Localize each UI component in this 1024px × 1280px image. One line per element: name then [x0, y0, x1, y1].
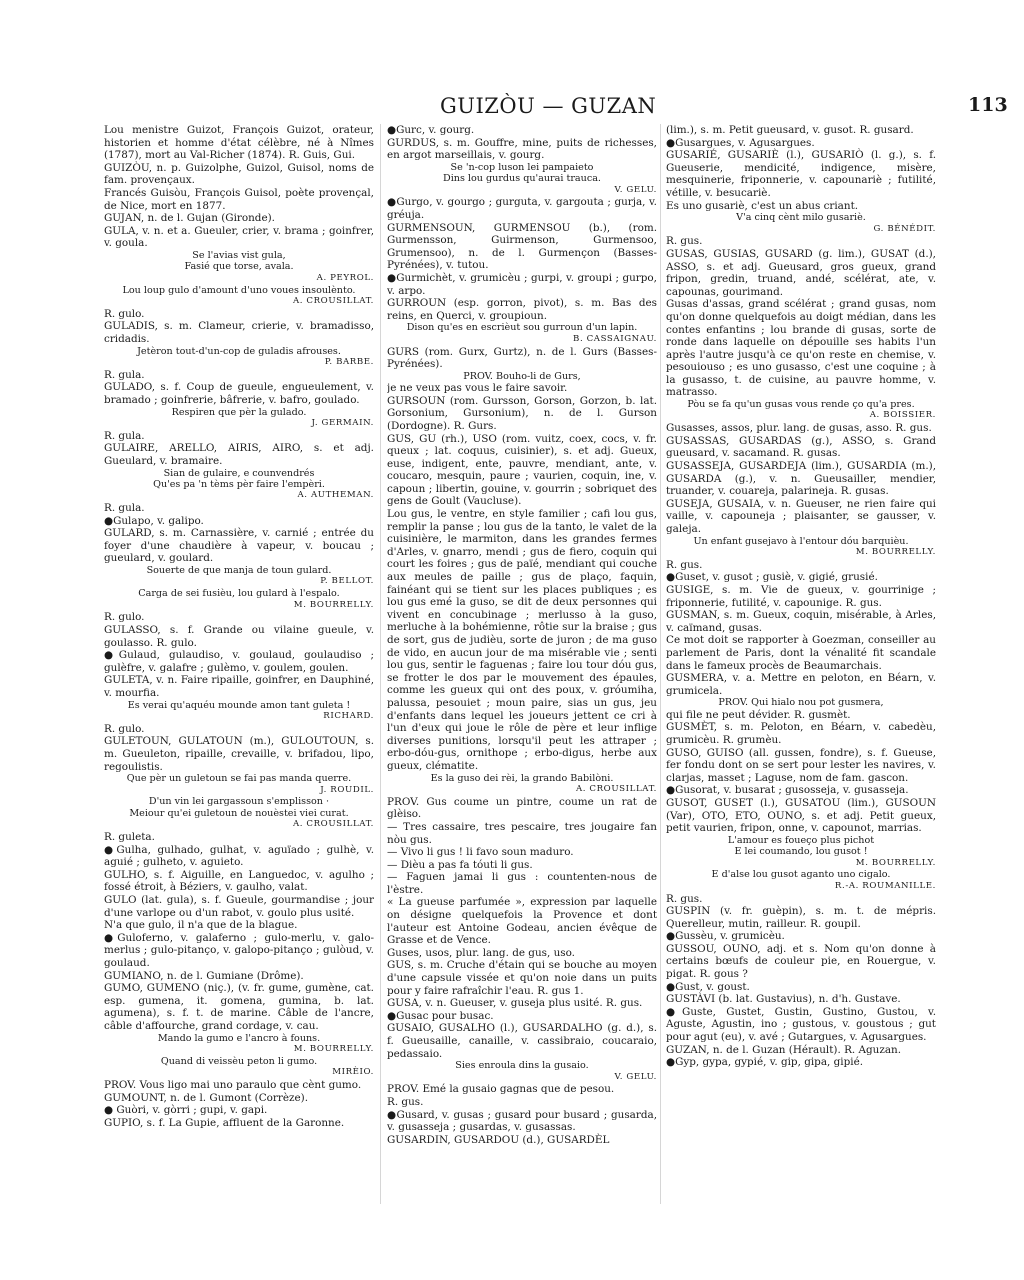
dictionary-entry: ●Gurmichèt, v. grumicèu ; gurpi, v. groupi ; gurpo, v. arpo. — [387, 271, 657, 297]
citation-author: V. GELU. — [614, 1071, 657, 1082]
dictionary-entry: R. gulo. — [104, 611, 145, 624]
citation-author: M. BOURRELLY. — [855, 857, 936, 868]
dictionary-entry: GULADO, s. f. Coup de gueule, engueulement, v. bramado ; goinfrerie, bâfrerie, v. bafro, goulado. — [104, 381, 374, 406]
citation-verse: E lei coumando, lou gusot ! — [734, 846, 868, 858]
dictionary-entry: ●Gulaud, gulaudiso, v. goulaud, goulaudiso ; gulèfre, v. galafre ; gulèmo, v. goulem, goulen. — [104, 649, 374, 674]
dictionary-entry: GUMOUNT, n. de l. Gumont (Corrèze). — [104, 1091, 308, 1104]
dictionary-entry: GULHO, s. f. Aiguille, en Languedoc, v. agulho ; fossé étroit, à Béziers, v. gaulho, valat. — [104, 868, 374, 894]
dictionary-entry: — Vivo li gus ! li favo soun maduro. — [387, 846, 574, 859]
dictionary-entry: — Faguen jamai li gus : countenten-nous de l'èstre. — [387, 871, 657, 896]
column-2 — [387, 124, 657, 1204]
citation-verse: L'amour es foueço plus pichot — [727, 834, 875, 846]
dictionary-entry: GUSMÈT, s. m. Peloton, en Béarn, v. cabedèu, grumicèu. R. grumèu. — [666, 721, 936, 746]
dictionary-entry: qui file ne peut dévider. R. gusmèt. — [666, 708, 851, 721]
column-divider — [380, 124, 381, 1204]
dictionary-entry: GULAIRE, ARELLO, AIRIS, AIRO, s. et adj. Gueulard, v. bramaire. — [104, 442, 374, 467]
dictionary-entry: Lou menistre Guizot, François Guizot, orateur, historien et homme d'état célèbre, né à Nîmes (1787), mort au Val-Richer (1874). R. Guis, Gui. — [104, 124, 374, 162]
dictionary-entry: R. gula. — [104, 429, 145, 442]
dictionary-entry: R. gus. — [666, 235, 703, 248]
dictionary-entry: GULETA, v. n. Faire ripaille, goinfrer, en Dauphiné, v. mourfia. — [104, 674, 374, 700]
dictionary-entry: GUSMERA, v. a. Mettre en peloton, en Béarn, v. grumicela. — [666, 672, 936, 697]
dictionary-entry: GUIZÒU, n. p. Guizolphe, Guizol, Guisol, noms de fam. provençaux. — [104, 161, 374, 187]
dictionary-entry: GUPIO, s. f. La Gupie, affluent de la Garonne. — [104, 1116, 345, 1129]
running-title: GUIZÒU — GUZAN — [440, 94, 657, 118]
citation-author: V. GELU. — [614, 184, 657, 195]
citation-verse: Sies enroula dins la gusaio. — [455, 1060, 589, 1072]
dictionary-entry: (lim.), s. m. Petit gueusard, v. gusot. R. gusard. — [666, 124, 914, 136]
dictionary-entry: ●Guste, Gustet, Gustin, Gustino, Gustou, v. Aguste, Agustin, ino ; gustous, v. goustous ; gut pour agut (eu), v. avé ; Gutargues, v. Agusargues. — [666, 1005, 936, 1044]
dictionary-entry: R. gus. — [666, 558, 703, 571]
dictionary-entry: GUZAN, n. de l. Guzan (Hérault). R. Aguzan. — [666, 1043, 902, 1056]
dictionary-entry: R. gus. — [666, 892, 703, 905]
dictionary-entry: GUSARIÉ, GUSARIÈ (l.), GUSARIÒ (l. g.), s. f. Gueuserie, mendicité, indigence, misère, mesquinerie, friponnerie, v. capounariè ; futilité, vétille, v. besucariè. — [666, 149, 936, 199]
dictionary-entry: ●Gyp, gypa, gypié, v. gip, gipa, gipié. — [666, 1056, 864, 1069]
citation-verse: D'un vin lei gargassoun s'emplisson · — [148, 796, 330, 808]
dictionary-entry: Gusasses, assos, plur. lang. de gusas, asso. R. gus. — [666, 422, 932, 435]
dictionary-entry: GUSOT, GUSET (l.), GUSATOU (lim.), GUSOUN (Var), OTO, ETO, OUNO, s. et adj. Petit gueux, petit vaurien, fripon, onne, v. capounot, marrias. — [666, 796, 936, 835]
dictionary-entry: GURMENSOUN, GURMENSOU (b.), (rom. Gurmensson, Guirmenson, Gurmensoo, Grumensoo), n. de l. Gurmençon (Basses-Pyrénées), v. tutou. — [387, 221, 657, 272]
citation-verse: Dison qu'es en escrièut sou gurroun d'un lapin. — [406, 322, 638, 334]
citation-verse: V'a cinq cènt milo gusariè. — [736, 212, 866, 224]
dictionary-entry: ●Gusargues, v. Agusargues. — [666, 136, 815, 149]
citation-verse: E d'alse lou gusot aganto uno cigalo. — [711, 869, 891, 881]
dictionary-entry: GUMO, GUMENO (niç.), (v. fr. gume, gumène, cat. esp. gumena, it. gomena, gumina, b. lat. agumena), s. f. t. de marine. Câble de l'ancre, câble d'affourche, grand cordage, v. cau. — [104, 982, 374, 1032]
citation-verse: Souerte de que manja de toun gulard. — [146, 565, 332, 577]
dictionary-entry: R. guleta. — [104, 831, 155, 844]
dictionary-entry: GUSIGE, s. m. Vie de gueux, v. gourrinige ; friponnerie, futilité, v. capounige. R. gus. — [666, 584, 936, 609]
dictionary-entry: GUSMAN, s. m. Gueux, coquin, misérable, à Arles, v. caïmand, gusas. — [666, 609, 936, 634]
citation-author: P. BELLOT. — [320, 576, 374, 587]
citation-author: A. BOISSIER. — [869, 410, 936, 421]
citation-verse: Sian de gulaire, e counvendrés — [163, 467, 315, 479]
dictionary-entry: GUSTÀVI (b. lat. Gustavius), n. d'h. Gustave. — [666, 993, 901, 1006]
dictionary-entry: Lou gus, le ventre, en style familier ; cafi lou gus, remplir la panse ; lou gus de la tanto, le valet de la cuisinière, le marmiton, dans les grandes fermes d'Arles, v. gnarro, mendi ; gus de fiero, coquin qui court les foires ; gus de païé, mendiant qui couche aux meules de paille ; gus de plaço, faquin, fainéant qui se tient sur les places publiques ; es lou gus emé la guso, se dit de deux personnes qui vivent en concubinage ; merlusso à la guso, merluche à la bohémienne, rôtie sur la braise ; gus de sort, gus de judièu, sorte de juron ; de ma guso de vido, en aucun jour de ma misérable vie ; senti lou gus, sentir le faguenas ; faire lou tour dóu gus, se frotter le dos par le mouvement des épaules, comme les gueux qui ont des poux, v. gróumiha, palussa, pesouiet ; moun paire, sias un gus, jeu d'enfants dans lequel les joueurs jettent ce cri à l'un d'eux qui joue le rôle de père et leur inflige diverses punitions, lorsqu'il peut les attraper ; erbo-dóu-gus, ornithope ; erbo-digus, herbe aux gueux, clématite. — [387, 508, 657, 772]
dictionary-entry: GUSASSAS, GUSARDAS (g.), ASSO, s. Grand gueusard, v. sacamand. R. gusas. — [666, 434, 936, 460]
column-divider — [660, 124, 661, 1204]
dictionary-entry: GURS (rom. Gurx, Gurtz), n. de l. Gurs (Basses-Pyrénées). — [387, 345, 657, 371]
citation-verse: Se 'n-cop luson lei pampaieto — [450, 161, 594, 173]
dictionary-entry: R. gula. — [104, 368, 145, 381]
dictionary-entry: GULO (lat. gula), s. f. Gueule, gourmandise ; jour d'une varlope ou d'un rabot, v. goulo plus usité. — [104, 894, 374, 919]
dictionary-entry: ●Gussèu, v. grumicèu. — [666, 930, 785, 943]
dictionary-entry: R. gus. — [387, 1096, 424, 1108]
dictionary-entry: N'a que gulo, il n'a que de la blague. — [104, 919, 298, 932]
citation-author: A. PEYROL. — [316, 272, 374, 283]
dictionary-entry: « La gueuse parfumée », expression par laquelle on désigne quelquefois la Provence et dont l'auteur est Antoine Godeau, ancien évêque de Grasse et de Vence. — [387, 896, 657, 947]
citation-author: G. BÉNÉDIT. — [873, 223, 936, 234]
citation-author: A. AUTHEMAN. — [297, 490, 374, 501]
dictionary-entry: ●Gusard, v. gusas ; gusard pour busard ; gusarda, v. gusasseja ; gusardas, v. gusassas. — [387, 1108, 657, 1134]
dictionary-entry: GUS, s. m. Cruche d'étain qui se bouche au moyen d'une capsule vissée et qu'on noie dans un puits pour y faire rafraîchir l'eau. R. gus 1. — [387, 959, 657, 997]
citation-verse: PROV. Qui hialo nou pot gusmera, — [718, 697, 884, 709]
citation-verse: Carga de sei fusièu, lou gulard à l'espalo. — [138, 588, 340, 600]
dictionary-entry: ●Gurgo, v. gourgo ; gurguta, v. gargouta ; gurja, v. gréuja. — [387, 196, 657, 221]
citation-author: A. CROUSILLAT. — [575, 783, 657, 794]
column-3 — [666, 124, 936, 1194]
citation-author: R.-A. ROUMANILLE. — [834, 880, 936, 891]
dictionary-entry: GULARD, s. m. Carnassière, v. carnié ; entrée du foyer d'une chaudière à vapeur, v. boucau ; gueulard, v. goulard. — [104, 527, 374, 565]
dictionary-entry: ●Gurc, v. gourg. — [387, 124, 475, 136]
dictionary-entry: ●Gulha, gulhado, gulhat, v. aguïado ; gulhè, v. aguié ; gulheto, v. aguieto. — [104, 843, 374, 869]
dictionary-entry: PROV. Vous ligo mai uno paraulo que cènt gumo. — [104, 1078, 362, 1091]
citation-verse: Dins lou gurdus qu'aurai trauca. — [443, 173, 601, 185]
dictionary-entry: je ne veux pas vous le faire savoir. — [387, 382, 568, 395]
dictionary-entry: R. gulo. — [104, 307, 145, 320]
dictionary-entry: ●Gust, v. goust. — [666, 980, 750, 993]
citation-verse: Meiour qu'ei guletoun de nouèstei viei curat. — [129, 807, 349, 819]
dictionary-entry: Es uno gusariè, c'est un abus criant. — [666, 199, 859, 212]
dictionary-entry: GUSASSEJA, GUSARDEJA (lim.), GUSARDIA (m.), GUSARDA (g.), v. n. Gueusailler, mendier, truander, v. couareja, palarineja. R. gusas. — [666, 460, 936, 498]
dictionary-entry: GURSOUN (rom. Gursson, Gorson, Gorzon, b. lat. Gorsonium, Gursonium), n. de l. Gurson (Dordogne). R. Gurs. — [387, 394, 657, 432]
dictionary-entry: GUSARDIN, GUSARDOU (d.), GUSARDÈL — [387, 1133, 610, 1146]
citation-author: M. BOURRELLY. — [293, 1043, 374, 1054]
citation-author: B. CASSAIGNAU. — [573, 333, 657, 344]
page-number: 113 — [968, 94, 1008, 116]
citation-verse: Es la guso dei rèi, la grando Babilòni. — [430, 772, 614, 784]
dictionary-entry: GURDUS, s. m. Gouffre, mine, puits de richesses, en argot marseillais, v. gourg. — [387, 136, 657, 162]
dictionary-entry: GURROUN (esp. gorron, pivot), s. m. Bas des reins, en Querci, v. groupioun. — [387, 297, 657, 322]
dictionary-entry: GUSAIO, GUSALHO (l.), GUSARDALHO (g. d.), s. f. Gueusaille, canaille, v. cassibraio, coucaraio, pedassaio. — [387, 1022, 657, 1060]
dictionary-entry: Guses, usos, plur. lang. de gus, uso. — [387, 946, 575, 959]
dictionary-entry: GUSEJA, GUSAIA, v. n. Gueuser, ne rien faire qui vaille, v. capouneja ; plaisanter, se gausser, v. galeja. — [666, 497, 936, 536]
dictionary-entry: R. gula. — [104, 502, 145, 515]
citation-author: J. GERMAIN. — [311, 417, 374, 428]
dictionary-entry: GUSO, GUISO (all. gussen, fondre), s. f. Gueuse, fer fondu dont on se sert pour lester les navires, v. clarjas, masset ; Laguse, nom de fam. gascon. — [666, 746, 936, 784]
dictionary-entry: ● Guòri, v. gòrri ; gupi, v. gapi. — [104, 1104, 268, 1117]
dictionary-entry: Francés Guisòu, François Guisol, poète provençal, de Nice, mort en 1877. — [104, 186, 374, 212]
dictionary-entry: Gusas d'assas, grand scélérat ; grand gusas, nom qu'on donne quelquefois au doigt médian, dans les contes enfantins ; lou brande di gusas, sorte de ronde dans laquelle on dépouille ses habits l'un après l'autre jusqu'à ce qu'on reste en chemise, v. pesouiouso ; es uno gusasso, c'est une coquine ; à la gusasso, t. de cuisine, au pauvre homme, v. matrasso. — [666, 298, 936, 399]
citation-verse: Que pèr un guletoun se fai pas manda querre. — [126, 773, 352, 785]
dictionary-entry: R. gulo. — [104, 722, 145, 735]
citation-author: RICHARD. — [323, 711, 374, 722]
column-1 — [104, 124, 374, 1196]
citation-verse: Pòu se fa qu'un gusas vous rende ço qu'a pres. — [687, 399, 915, 411]
dictionary-entry: ●Guloferno, v. galaferno ; gulo-merlu, v. galo-merlus ; gulo-pitanço, v. galopo-pitanço ; gulòud, v. goulaud. — [104, 931, 374, 969]
citation-verse: Es verai qu'aquéu mounde amon tant guleta ! — [127, 699, 351, 711]
dictionary-entry: GUSSOU, OUNO, adj. et s. Nom qu'on donne à certains bœufs de couleur pie, en Rouergue, v. pigat. R. gous ? — [666, 942, 936, 981]
citation-author: J. ROUDIL. — [320, 784, 374, 795]
dictionary-entry: GULADIS, s. m. Clameur, crierie, v. bramadisso, cridadis. — [104, 320, 374, 345]
dictionary-entry: PROV. Emé la gusaio gagnas que de pesou. — [387, 1083, 615, 1096]
dictionary-entry: ●Guset, v. gusot ; gusiè, v. gigié, grusié. — [666, 571, 878, 584]
page-header — [0, 94, 1024, 124]
dictionary-entry: GUSA, v. n. Gueuser, v. guseja plus usité. R. gus. — [387, 997, 643, 1010]
dictionary-entry: GULASSO, s. f. Grande ou vilaine gueule, v. goulasso. R. gulo. — [104, 624, 374, 649]
dictionary-entry: GUS, GU (rh.), USO (rom. vuitz, coex, cocs, v. fr. queux ; lat. coquus, cuisinier), s. et adj. Gueux, euse, indigent, ente, pauvre, mendiant, ante, v. coucaro, mesquin, paure ; vaurien, coquin, ine, v. capoun ; libertin, gouine, v. gourrin ; sobriquet des gens de Goult (Vaucluse). — [387, 432, 657, 508]
citation-verse: PROV. Bouho-li de Gurs, — [463, 370, 581, 382]
citation-verse: Un enfant gusejavo à l'entour dóu barquièu. — [693, 535, 909, 547]
dictionary-entry: GULA, v. n. et a. Gueuler, crier, v. brama ; goinfrer, v. goula. — [104, 224, 374, 250]
citation-author: MIRÈIO. — [332, 1067, 374, 1078]
dictionary-entry: ●Gulapo, v. galipo. — [104, 514, 204, 527]
citation-verse: Se l'avias vist gula, — [192, 249, 286, 261]
dictionary-entry: — Tres cassaire, tres pescaire, tres jougaire fan nòu gus. — [387, 820, 657, 846]
citation-verse: Lou loup gulo d'amount d'uno voues insoulènto. — [122, 284, 356, 296]
dictionary-entry: GUMIANO, n. de l. Gumiane (Drôme). — [104, 969, 304, 982]
citation-author: A. CROUSILLAT. — [292, 295, 374, 306]
citation-author: A. CROUSILLAT. — [292, 819, 374, 830]
dictionary-entry: GULETOUN, GULATOUN (m.), GULOUTOUN, s. m. Gueuleton, ripaille, crevaille, v. brifadou, lipo, regoulistis. — [104, 735, 374, 773]
citation-verse: Quand di veissèu peton li gumo. — [160, 1055, 318, 1067]
citation-verse: Fasié que torse, avala. — [184, 261, 294, 273]
citation-verse: Jetèron tout-d'un-cop de guladis afrouses. — [137, 345, 341, 357]
dictionary-entry: GUSPIN (v. fr. guèpin), s. m. t. de mépris. Querelleur, mutin, railleur. R. goupil. — [666, 905, 936, 930]
dictionary-entry: PROV. Gus coume un pintre, coume un rat de glèiso. — [387, 795, 657, 821]
dictionary-entry: GUSAS, GUSIAS, GUSARD (g. lim.), GUSAT (d.), ASSO, s. et adj. Gueusard, gros gueux, grand fripon, gredin, truand, andé, scélérat, ate, v. capounas, gourimand. — [666, 247, 936, 298]
dictionary-entry: — Dièu a pas fa tóuti li gus. — [387, 858, 533, 871]
dictionary-entry: Ce mot doit se rapporter à Goezman, conseiller au parlement de Paris, dont la vénalité fit scandale dans le fameux procès de Beaumarchais. — [666, 634, 936, 672]
dictionary-entry: GUJAN, n. de l. Gujan (Gironde). — [104, 212, 275, 225]
dictionary-entry: ●Gusac pour busac. — [387, 1009, 494, 1022]
citation-author: M. BOURRELLY. — [293, 599, 374, 610]
citation-verse: Respiren que pèr la gulado. — [171, 406, 307, 418]
citation-author: P. BARBE. — [324, 356, 374, 367]
citation-verse: Mando la gumo e l'ancro à founs. — [157, 1032, 321, 1044]
citation-author: M. BOURRELLY. — [855, 547, 936, 558]
citation-verse: Qu'es pa 'n tèms pèr faire l'empèri. — [153, 478, 325, 490]
dictionary-entry: ●Gusorat, v. busarat ; gusosseja, v. gusasseja. — [666, 784, 909, 797]
